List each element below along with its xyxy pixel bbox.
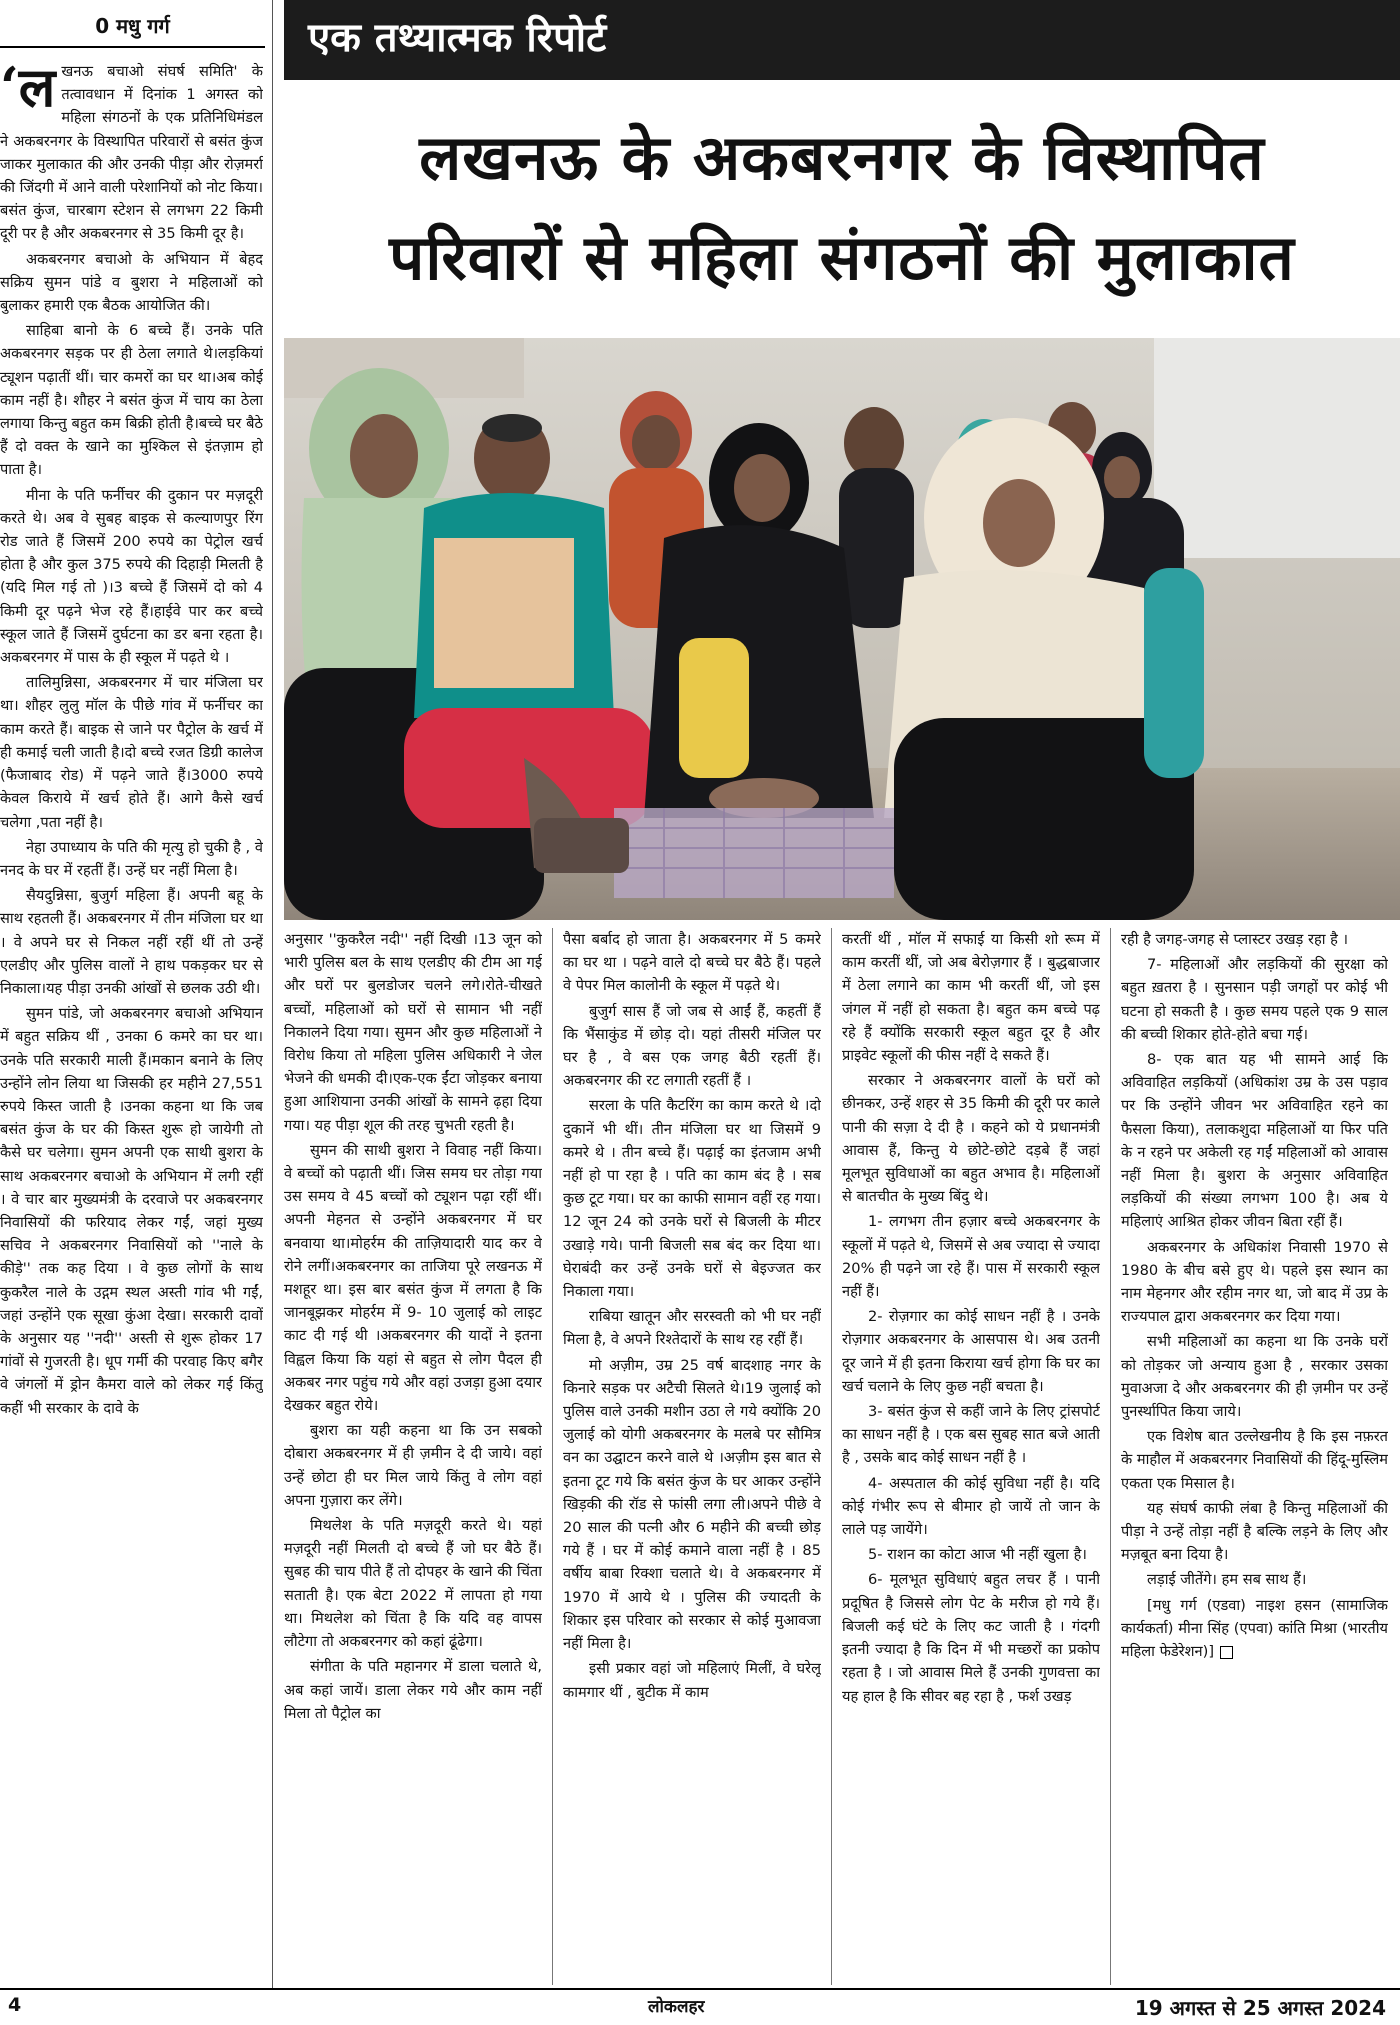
paragraph: सरकार ने अकबरनगर वालों के घरों को छीनकर, उन्हें शहर से 35 किमी की दूरी पर काले पानी की सज़ा दे दी है । कहने को ये प्रधानमंत्री आवास हैं, किन्तु ये छोटे-छोटे दड़बे हैं जहां मूलभूत सुविधाओं का बहुत अभाव है। महिलाओं से बातचीत के मुख्य बिंदु थे। [842,1072,1100,1206]
article-photo [284,338,1400,920]
paragraph: यह संघर्ष काफी लंबा है किन्तु महिलाओं की पीड़ा ने उन्हें तोड़ा नहीं है बल्कि लड़ने के लिए और मज़बूत बना दिया है। [1121,1499,1388,1564]
footer-rule [0,1988,1400,1990]
lead-paragraph: ‘लखनऊ बचाओ संघर्ष समिति' के तत्वावधान में दिनांक 1 अगस्त को महिला संगठनों के एक प्रतिनिधिमंडल ने अकबरनगर के विस्थापित परिवारों से बसंत कुंज जाकर मुलाकात की और उनकी पीड़ा और रोज़मर्रा की जिंदगी में आने वाली परेशानियों को नोट किया।बसंत कुंज, चारबाग स्टेशन से लगभग 22 किमी दूरी पर है और अकबरनगर से 35 किमी दूर है। [0,60,263,243]
page-number: 4 [8,1994,22,2016]
paragraph: अकबरनगर के अधिकांश निवासी 1970 से 1980 के बीच बसे हुए थे। पहले इस स्थान का नाम मेहनगर और रहीम नगर था, जो बाद में उप्र के राज्यपाल द्वारा अकबरनगर कर दिया गया। [1121,1238,1388,1326]
paragraph: 2- रोज़गार का कोई साधन नहीं है । उनके रोज़गार अकबरनगर के आसपास थे। अब उतनी दूर जाने में ही इतना किराया खर्च होगा कि घर का खर्च चलाने के लिए कुछ नहीं बचता है। [842,1308,1100,1395]
paragraph: इसी प्रकार वहां जो महिलाएं मिलीं, वे घरेलू कामगार थीं , बुटीक में काम [563,1660,821,1701]
paragraph: लड़ाई जीतेंगे। हम सब साथ हैं। [1147,1571,1307,1589]
paragraph: बुजुर्ग सास हैं जो जब से आईं हैं, कहतीं हैं कि भैंसाकुंड में छोड़ दो। यहां तीसरी मंजिल पर घर है , वे बस एक जगह बैठी रहतीं हैं। अकबरनगर की रट लगाती रहतीं हैं । [563,1002,821,1090]
paragraph: एक विशेष बात उल्लेखनीय है कि इस नफ़रत के माहौल में अकबरनगर निवासियों की हिंदू-मुस्लिम एकता एक मिसाल है। [1121,1428,1388,1492]
paragraph: 5- राशन का कोटा आज भी नहीं खुला है। [868,1546,1087,1564]
paragraph: करतीं थीं , मॉल में सफाई या किसी शो रूम में काम करतीं थीं, जो अब बेरोज़गार हैं । बुद्धबाजार में ठेला लगाने का काम भी करतीं थीं, जो इस जंगल में नहीं हो सकता है। बहुत कम बच्चे पढ़ रहे हैं क्योंकि सरकारी स्कूल बहुत दूर है और प्राइवेट स्कूलों की फीस नहीं दे सकते हैं। [842,931,1100,1065]
paragraph: मिथलेश के पति मज़दूरी करते थे। यहां मज़दूरी नहीं मिलती दो बच्चे हैं जो घर बैठे हैं।सुबह की चाय पीते हैं तो दोपहर के खाने की चिंता सताती है। एक बेटा 2022 में लापता हो गया था। मिथलेश को चिंता है कि यदि वह वापस लौटेगा तो अकबरनगर को कहां ढूंढेगा। [284,1517,542,1651]
article-column-1 [0,60,263,1985]
paragraph: संगीता के पति महानगर में डाला चलाते थे, अब कहां जायें। डाला लेकर गये और काम नहीं मिला तो पैट्रोल का [284,1658,542,1722]
photo-illustration [284,338,1400,920]
headline [284,108,1400,308]
paragraph: 3- बसंत कुंज से कहीं जाने के लिए ट्रांसपोर्ट का साधन नहीं है । एक बस सुबह सात बजे आती है , उसके बाद कोई साधन नहीं है । [842,1403,1100,1467]
column-rule [1110,928,1111,1985]
paragraph: सरला के पति कैटरिंग का काम करते थे ।दो दुकानें भी थीं। तीन मंजिला घर था जिसमें 9 कमरे थे । तीन बच्चे हैं। पढ़ाई का इंतजाम अभी नहीं हो पा रहा है । पति का काम बंद है । सब कुछ टूट गया। घर का काफी सामान वहीं रह गया।12 जून 24 को उनके घरों से बिजली के मीटर उखाड़े गये। पानी बिजली सब बंद कर दिया था। घेराबंदी कर उन्हें उनके घरों से बेइज्जत कर निकाला गया। [563,1097,821,1301]
headline-line-1: लखनऊ के अकबरनगर के विस्थापित [419,121,1265,194]
paragraph: साहिबा बानो के 6 बच्चे हैं। उनके पति अकबरनगर सड़क पर ही ठेला लगाते थे।लड़कियां ट्यूशन पढ़ातीं थीं। चार कमरों का घर था।अब कोई काम नहीं है। शौहर ने बसंत कुंज में चाय का ठेला लगाया किन्तु बहुत कम बिक्री होती है।बच्चे घर बैठे हैं दो वक्त के खाने का मुश्किल से इंतज़ाम हो पाता है। [0,322,263,479]
paragraph: सुमन पांडे, जो अकबरनगर बचाओ अभियान में बहुत सक्रिय थीं , उनका 6 कमरे का घर था। उनके पति सरकारी माली हैं।मकान बनाने के लिए उन्होंने लोन लिया था जिसकी हर महीने 27,551 रुपये किस्त जाती है ।उनका कहना था कि जब बसंत कुंज के घर की किस्त शुरू हो जायेगी तो कैसे घर चलेगा। सुमन अपनी एक साथी बुशरा के साथ अकबरनगर बचाओ के अभियान में लगी रहीं । वे चार बार मुख्यमंत्री के दरवाजे पर अकबरनगर निवासियों की फरियाद लेकर गईं, जहां मुख्य सचिव ने अकबरनगर निवासियों को ''नाले के कीड़े'' तक कह दिया । वे कुछ लोगों के साथ कुकरैल नाले के उद्गम स्थल अस्ती गांव भी गईं, जहां उन्होंने एक सूखा कुंआ देखा। सरकारी दावों के अनुसार यह ''नदी'' अस्ती से शुरू होकर 17 गांवों से गुजरती है। धूप गर्मी की परवाह किए बगैर वे जंगलों में ड्रोन कैमरा वाले को लेकर गई किंतु कहीं भी सरकार के दावे के [0,1005,263,1417]
kicker-text: एक तथ्यात्मक रिपोर्ट [308,15,607,61]
paragraph: मो अज़ीम, उम्र 25 वर्ष बादशाह नगर के किनारे सड़क पर अटैची सिलते थे।19 जुलाई को पुलिस वाले उनकी मशीन उठा ले गये क्योंकि 20 जुलाई को योगी अकबरनगर के मलबे पर सौमित्र वन का उद्घाटन करने वाले थे ।अज़ीम इस बात से इतना टूट गये कि बसंत कुंज के घर आकर उन्होंने खिड़की की रॉड से फांसी लगा ली।अपने पीछे वे 20 साल की पत्नी और 6 महीने की बच्ची छोड़ गये हैं । घर में कोई कमाने वाला नहीं है । 85 वर्षीय बाबा रिक्शा चलाते थे। वे अकबरनगर में 1970 में आये थे । पुलिस की ज्यादती के शिकार इस परिवार को सरकार से कोई मुआवजा नहीं मिला है। [563,1356,821,1653]
issue-date-range: 19 अगस्त से 25 अगस्त 2024 [1134,1996,1386,2020]
paragraph: 7- महिलाओं और लड़कियों की सुरक्षा को बहुत ख़तरा है । सुनसान पड़ी जगहों पर कोई भी घटना हो सकती है । कुछ समय पहले एक 9 साल की बच्ची शिकार होते-होते बचा गई। [1121,956,1388,1043]
article-column-2 [284,928,542,1985]
paragraph: 1- लगभग तीन हज़ार बच्चे अकबरनगर के स्कूलों में पढ़ते थे, जिसमें से अब ज्यादा से ज्यादा 20% ही पढ़ने जा रहे हैं। पास में सरकारी स्कूल नहीं हैं। [842,1213,1100,1301]
paragraph: 4- अस्पताल की कोई सुविधा नहीं है। यदि कोई गंभीर रूप से बीमार हो जायें तो जान के लाले पड़ जायेंगे। [842,1474,1100,1539]
paragraph: राबिया खातून और सरस्वती को भी घर नहीं मिला है, वे अपने रिश्तेदारों के साथ रह रहीं हैं। [563,1308,821,1349]
article-column-5 [1121,928,1388,1985]
paragraph: नेहा उपाध्याय के पति की मृत्यु हो चुकी है , वे ननद के घर में रहतीं हैं। उन्हें घर नहीं मिला है। [0,838,263,879]
paragraph: सभी महिलाओं का कहना था कि उनके घरों को तोड़कर जो अन्याय हुआ है , सरकार उसका मुवाअजा दे और अकबरनगर की ही ज़मीन पर उन्हें पुनर्स्थापित किया जाये। [1121,1333,1388,1421]
paragraph: बुशरा का यही कहना था कि उन सबको दोबारा अकबरनगर में ही ज़मीन दे दी जाये। वहां उन्हें छोटा ही घर मिल जाये किंतु वे लोग वहां अपना गुज़ारा कर लेंगे। [284,1422,542,1509]
byline: 0 मधु गर्ग [95,14,170,38]
paragraph: सुमन की साथी बुशरा ने विवाह नहीं किया। वे बच्चों को पढ़ाती थीं। जिस समय घर तोड़ा गया उस समय वे 45 बच्चों को ट्यूशन पढ़ा रहीं थीं।अपनी मेहनत से उन्होंने अकबरनगर में घर बनवाया था।मोहर्रम की ताज़ियादारी याद कर वे रोने लगीं।अकबरनगर का ताजिया पूरे लखनऊ में मशहूर था। इस बार बसंत कुंज में लगता है कि जानबूझकर मोहर्रम में 9- 10 जुलाई को लाइट काट दी गई थी ।अकबरनगर की यादों ने इतना विह्वल किया कि यहां से बहुत से लोग पैदल ही अकबर नगर पहुंच गये और वहां उजड़ा हुआ दयार देखकर बहुत रोये। [284,1141,542,1415]
end-mark-icon [1220,1646,1233,1659]
column-rule [552,928,553,1985]
article-column-4 [842,928,1100,1985]
paragraph: अनुसार ''कुकरैल नदी'' नहीं दिखी ।13 जून को भारी पुलिस बल के साथ एलडीए की टीम आ गई और घरों पर बुलडोजर चलने लगे।रोते-चीखते बच्चों, महिलाओं को घरों से सामान भी नहीं निकालने दिया गया। सुमन और कुछ महिलाओं ने विरोध किया तो महिला पुलिस अधिकारी ने जेल भेजने की धमकी दी।एक-एक ईंटा जोड़कर बनाया हुआ आशियाना उनकी आंखों के सामने ढ़हा दिया गया। यह पीड़ा शूल की तरह चुभती रहती है। [284,931,542,1134]
article-column-3 [563,928,821,1985]
byline-rule [0,46,265,48]
paragraph: तालिमुन्निसा, अकबरनगर में चार मंजिला घर था। शौहर लुलु मॉल के पीछे गांव में फर्नीचर का काम करते हैं। बाइक से जाने पर पैट्रोल के खर्च में ही कमाई चली जाती है।दो बच्चे रजत डिग्री कालेज (फैजाबाद रोड) में पढ़ने जाते हैं।3000 रुपये केवल किराये में खर्च होते हैं। आगे कैसे खर्च चलेगा ,पता नहीं है। [0,674,263,831]
paragraph: मीना के पति फर्नीचर की दुकान पर मज़दूरी करते थे। अब वे सुबह बाइक से कल्याणपुर रिंग रोड जाते हैं जिसमें 200 रुपये का पेट्रोल खर्च होता है और कुल 375 रुपये की दिहाड़ी मिलती है (यदि मिल गई तो )।3 बच्चे हैं जिसमें दो को 4 किमी दूर पढ़ने भेज रहे हैं।हाईवे पार कर बच्चे स्कूल जाते हैं जिसमें दुर्घटना का डर बना रहता है। अकबरनगर में पास के ही स्कूल में पढ़ते थे । [0,486,263,667]
paragraph: अकबरनगर बचाओ के अभियान में बेहद सक्रिय सुमन पांडे व बुशरा ने महिलाओं को बुलाकर हमारी एक बैठक आयोजित की। [0,250,263,315]
paragraph: रही है जगह-जगह से प्लास्टर उखड़ रहा है । [1121,931,1349,948]
dropcap: ‘ल [0,60,56,119]
headline-line-2: परिवारों से महिला संगठनों की मुलाकात [389,221,1295,294]
signature-block: [मधु गर्ग (एडवा) नाइश हसन (सामाजिक कार्यकर्ता) मीना सिंह (एपवा) कांति मिश्रा (भारतीय महिला फेडेरेशन)] [1121,1596,1388,1661]
paragraph: 8- एक बात यह भी सामने आई कि अविवाहित लड़कियों (अधिकांश उम्र के उस पड़ाव पर कि उन्होंने जीवन भर अविवाहित रहने का फैसला किया), तलाकशुदा महिलाओं या फिर पति के न रहने पर अकेली रह गईं महिलाओं को आवास नहीं मिला है। बुशरा के अनुसार अविवाहित लड़कियों की संख्या लगभग 100 है। अब ये महिलाएं आश्रित होकर जीवन बिता रहीं हैं। [1121,1051,1388,1231]
kicker-bar [284,0,1400,80]
paragraph: पैसा बर्बाद हो जाता है। अकबरनगर में 5 कमरे का घर था । पढ़ने वाले दो बच्चे घर बैठे हैं। पहले वे पेपर मिल कालोनी के स्कूल में पढ़ते थे। [563,931,821,995]
column-rule [831,928,832,1985]
column-divider [272,0,273,1990]
paragraph: 6- मूलभूत सुविधाएं बहुत लचर हैं । पानी प्रदूषित है जिससे लोग पेट के मरीज हो गये हैं। बिजली कई घंटे के लिए कट जाती है । गंदगी इतनी ज्यादा है कि दिन में भी मच्छरों का प्रकोप रहता है । जो आवास मिले हैं उनकी गुणवत्ता का यह हाल है कि सीवर बह रहा है , फर्श उखड़ [842,1571,1100,1705]
newspaper-name: लोकलहर [648,1997,705,2017]
paragraph: सैयदुन्निसा, बुजुर्ग महिला हैं। अपनी बहू के साथ रहतली हैं। अकबरनगर में तीन मंजिला घर था । वे अपने घर से निकल नहीं रहीं थीं तो उन्हें एलडीए और पुलिस वालों ने हाथ पकड़कर घर से निकाला।यह पीड़ा उनकी आंखों से छलक उठी थी। [0,887,263,997]
